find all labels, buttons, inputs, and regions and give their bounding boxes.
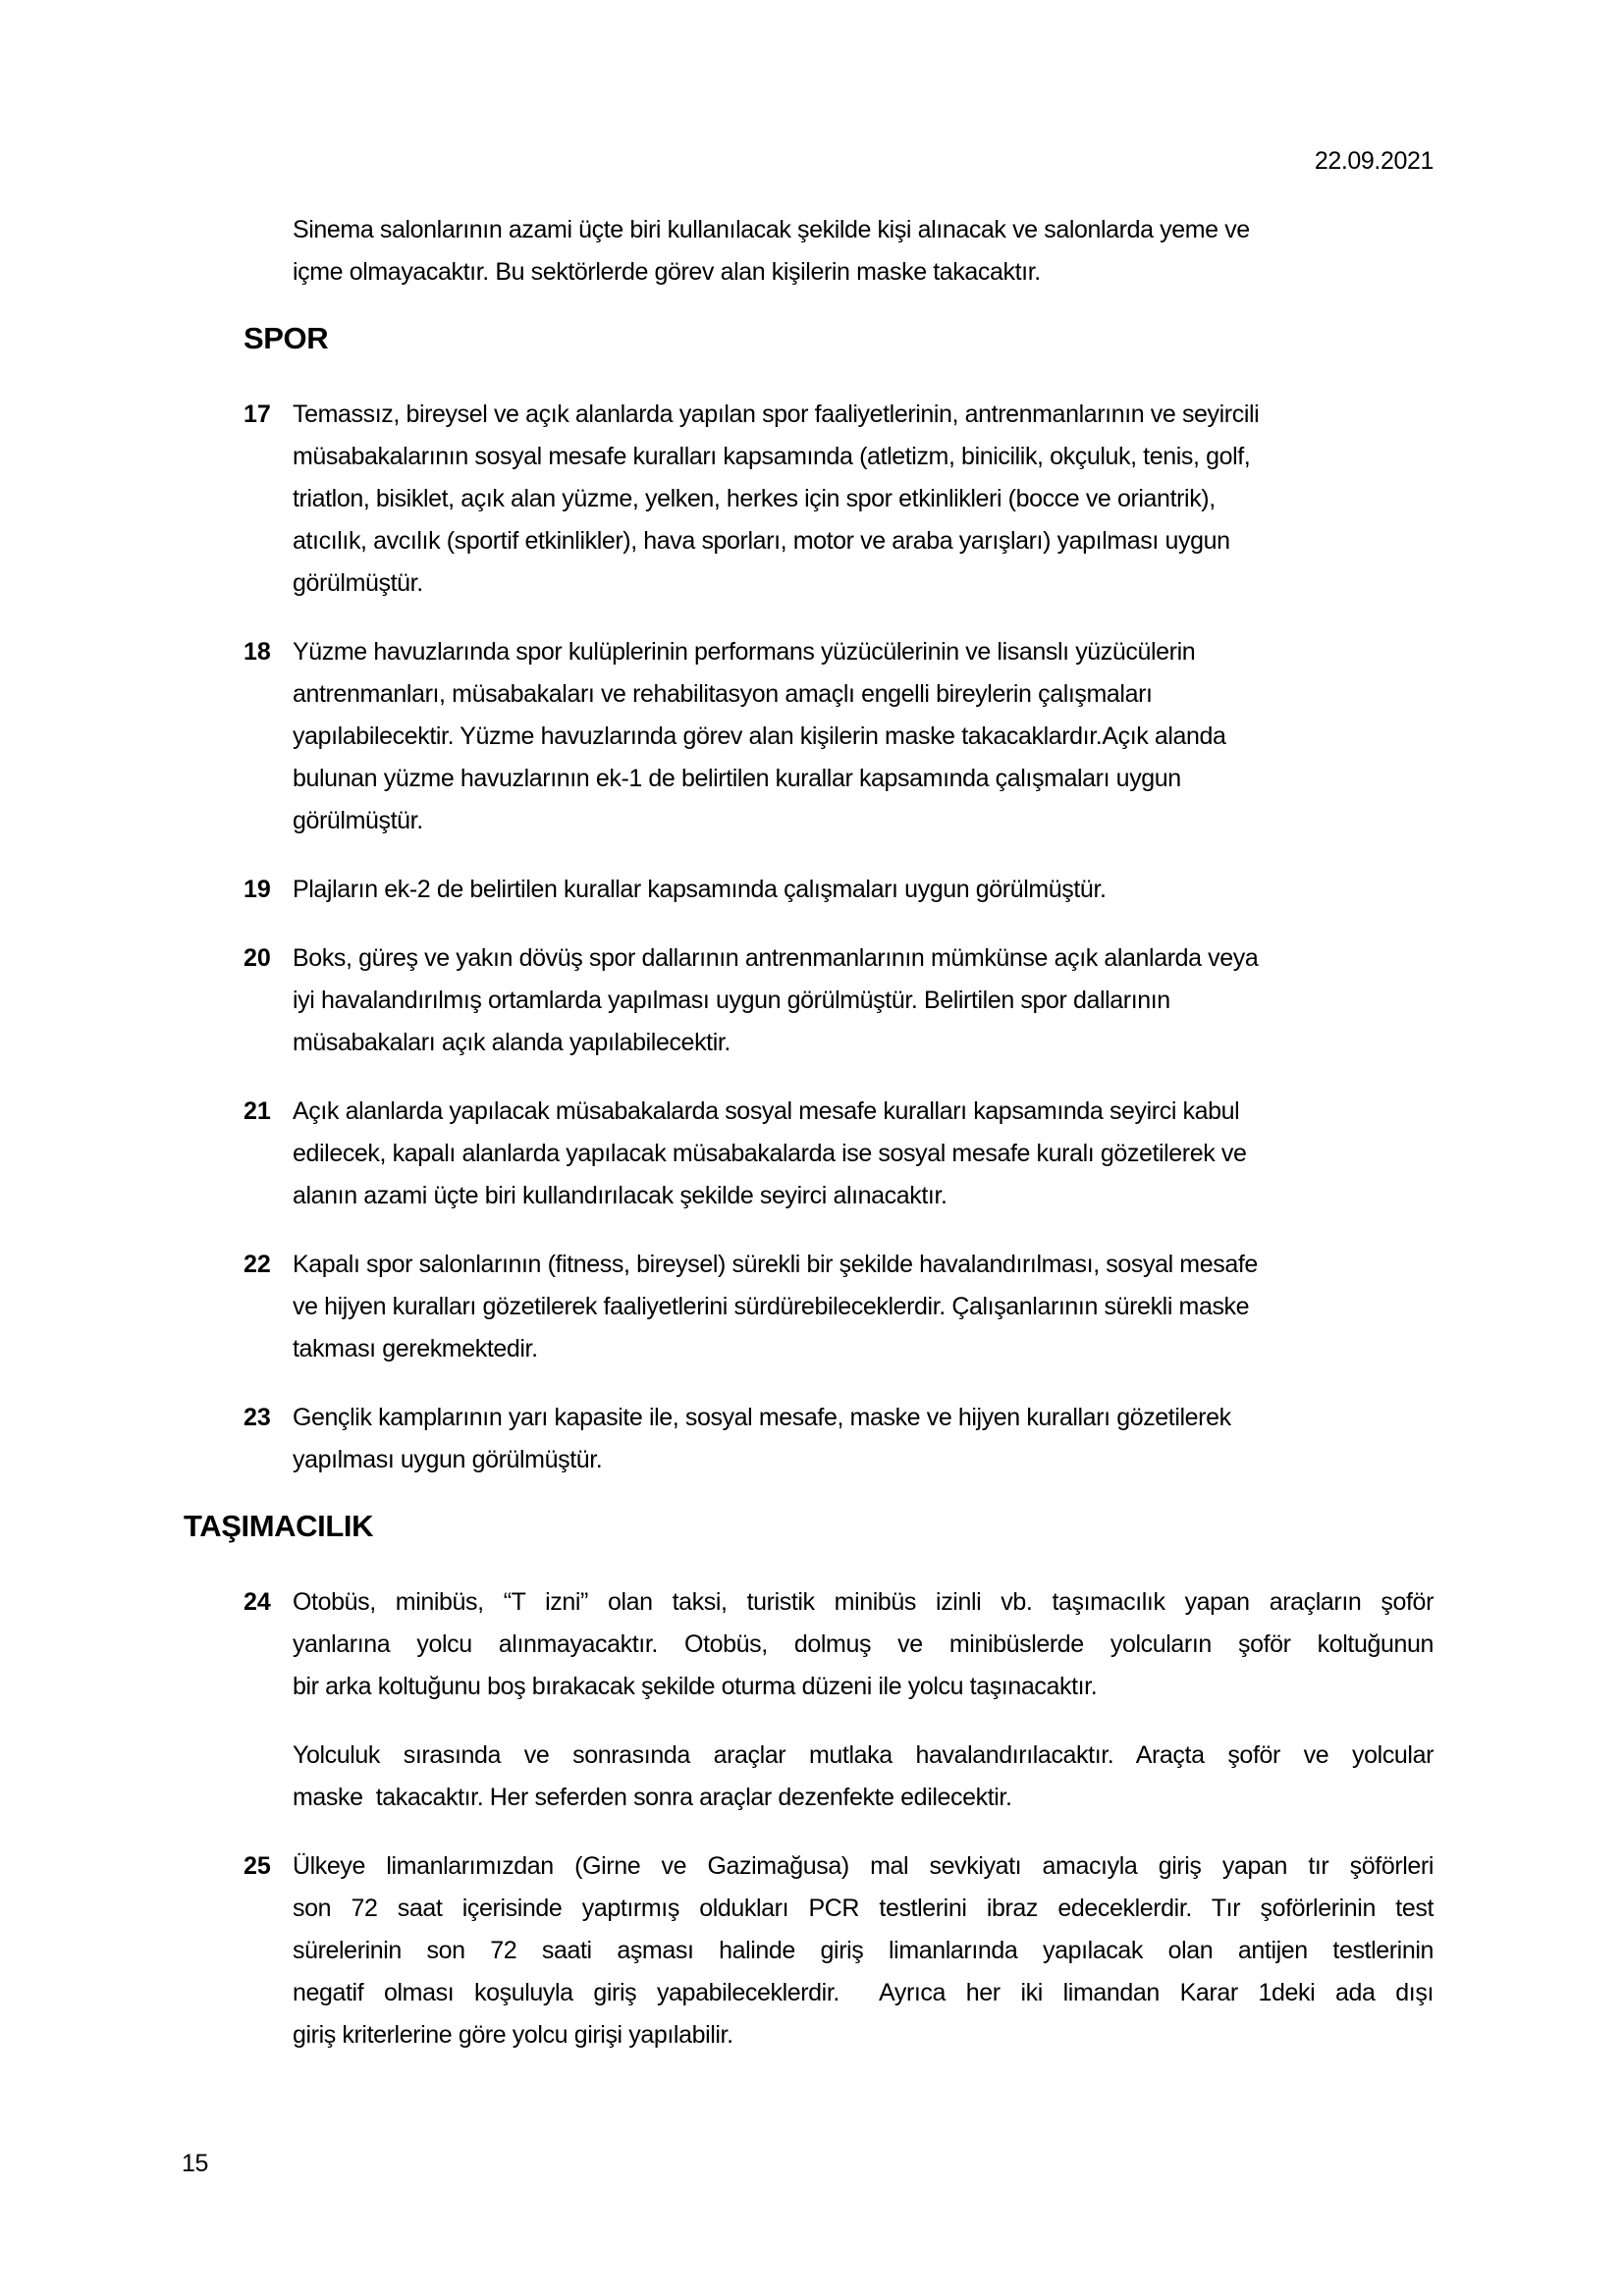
paragraph	[244, 1547, 1434, 1708]
paragraph-line: bir arka koltuğunu boş bırakacak şekilde oturma düzeni ile yolcu taşınacaktır.	[293, 1673, 1098, 1700]
paragraph-line: Otobüs, minibüs, “T izni” olan taksi, turistik minibüs izinli vb. taşımacılık yapan araçların şoför	[293, 1588, 1434, 1616]
paragraph	[244, 1217, 1434, 1370]
paragraph-line: atıcılık, avcılık (sportif etkinlikler), hava sporları, motor ve araba yarışları) yapılması uygun	[293, 527, 1230, 555]
paragraph-line: sürelerinin son 72 saati aşması halinde giriş limanlarında yapılacak olan antijen testlerinin	[293, 1937, 1434, 1964]
section-heading: TAŞIMACILIK	[184, 1509, 374, 1543]
item-number: 21	[244, 1097, 271, 1125]
section-heading: SPOR	[244, 321, 329, 355]
paragraph-line: içme olmayacaktır. Bu sektörlerde görev alan kişilerin maske takacaktır.	[293, 258, 1041, 286]
paragraph-line: Temassız, bireysel ve açık alanlarda yapılan spor faaliyetlerinin, antrenmanlarının ve seyircili	[293, 400, 1260, 428]
paragraph	[244, 842, 1434, 911]
item-number: 19	[244, 876, 271, 903]
paragraph-line: Gençlik kamplarının yarı kapasite ile, sosyal mesafe, maske ve hijyen kuralları gözetilerek	[293, 1404, 1231, 1431]
paragraph-line: görülmüştür.	[293, 807, 423, 834]
paragraph	[293, 1708, 1434, 1819]
paragraph-line: Boks, güreş ve yakın dövüş spor dallarının antrenmanlarının mümkünse açık alanlarda veya	[293, 944, 1259, 972]
paragraph	[244, 1370, 1434, 1481]
paragraph-line: triatlon, bisiklet, açık alan yüzme, yelken, herkes için spor etkinlikleri (bocce ve oriantrik),	[293, 485, 1216, 512]
paragraph-line: Açık alanlarda yapılacak müsabakalarda sosyal mesafe kuralları kapsamında seyirci kabul	[293, 1097, 1240, 1125]
paragraph-line: yapılabilecektir. Yüzme havuzlarında görev alan kişilerin maske takacaklardır.Açık alanda	[293, 722, 1226, 750]
paragraph-line: antrenmanları, müsabakaları ve rehabilitasyon amaçlı engelli bireylerin çalışmaları	[293, 680, 1153, 708]
paragraph-line: ve hijyen kuralları gözetilerek faaliyetlerini sürdürebileceklerdir. Çalışanlarının sürekli maske	[293, 1293, 1250, 1320]
paragraph-line: edilecek, kapalı alanlarda yapılacak müsabakalarda ise sosyal mesafe kuralı gözetilerek ve	[293, 1140, 1247, 1167]
paragraph-line: müsabakaları açık alanda yapılabilecektir.	[293, 1029, 731, 1056]
paragraph-line: Plajların ek-2 de belirtilen kurallar kapsamında çalışmaları uygun görülmüştür.	[293, 876, 1107, 903]
paragraph-line: negatif olması koşuluyla giriş yapabileceklerdir. Ayrıca her iki limandan Karar 1deki ada dışı	[293, 1979, 1434, 2006]
paragraph-line: maske takacaktır. Her seferden sonra araçlar dezenfekte edilecektir.	[293, 1784, 1012, 1811]
paragraph	[244, 605, 1434, 842]
item-number: 18	[244, 638, 271, 666]
paragraph-line: iyi havalandırılmış ortamlarda yapılması uygun görülmüştür. Belirtilen spor dallarının	[293, 987, 1170, 1014]
page-number: 15	[182, 2150, 209, 2177]
paragraph-line: bulunan yüzme havuzlarının ek-1 de belirtilen kurallar kapsamında çalışmaları uygun	[293, 765, 1181, 792]
item-number: 22	[244, 1251, 271, 1278]
paragraph-line: takması gerekmektedir.	[293, 1335, 538, 1362]
item-number: 23	[244, 1404, 271, 1431]
paragraph	[244, 911, 1434, 1064]
paragraph	[293, 183, 1434, 294]
document-date: 22.09.2021	[1314, 147, 1434, 175]
item-number: 24	[244, 1588, 271, 1616]
item-number: 25	[244, 1852, 271, 1880]
paragraph-line: müsabakalarının sosyal mesafe kuralları kapsamında (atletizm, binicilik, okçuluk, tenis, golf,	[293, 443, 1251, 470]
document-body	[0, 183, 1624, 2056]
paragraph-line: görülmüştür.	[293, 569, 423, 597]
paragraph-line: Ülkeye limanlarımızdan (Girne ve Gazimağusa) mal sevkiyatı amacıyla giriş yapan tır şöförleri	[293, 1852, 1434, 1880]
paragraph-line: yapılması uygun görülmüştür.	[293, 1446, 603, 1473]
paragraph-line: son 72 saat içerisinde yaptırmış oldukları PCR testlerini ibraz edeceklerdir. Tır şoförlerinin test	[293, 1895, 1434, 1922]
paragraph	[244, 1819, 1434, 2056]
paragraph-line: giriş kriterlerine göre yolcu girişi yapılabilir.	[293, 2021, 733, 2049]
paragraph-line: Kapalı spor salonlarının (fitness, bireysel) sürekli bir şekilde havalandırılması, sosyal mesafe	[293, 1251, 1258, 1278]
paragraph	[244, 1064, 1434, 1217]
item-number: 17	[244, 400, 271, 428]
paragraph-line: yanlarına yolcu alınmayacaktır. Otobüs, dolmuş ve minibüslerde yolcuların şoför koltuğunun	[293, 1630, 1434, 1658]
paragraph-line: alanın azami üçte biri kullandırılacak şekilde seyirci alınacaktır.	[293, 1182, 947, 1209]
paragraph-line: Yüzme havuzlarında spor kulüplerinin performans yüzücülerinin ve lisanslı yüzücülerin	[293, 638, 1196, 666]
item-number: 20	[244, 944, 271, 972]
paragraph-line: Sinema salonlarının azami üçte biri kullanılacak şekilde kişi alınacak ve salonlarda yeme ve	[293, 216, 1250, 243]
paragraph	[244, 359, 1434, 605]
paragraph-line: Yolculuk sırasında ve sonrasında araçlar mutlaka havalandırılacaktır. Araçta şoför ve yolcular	[293, 1741, 1434, 1769]
